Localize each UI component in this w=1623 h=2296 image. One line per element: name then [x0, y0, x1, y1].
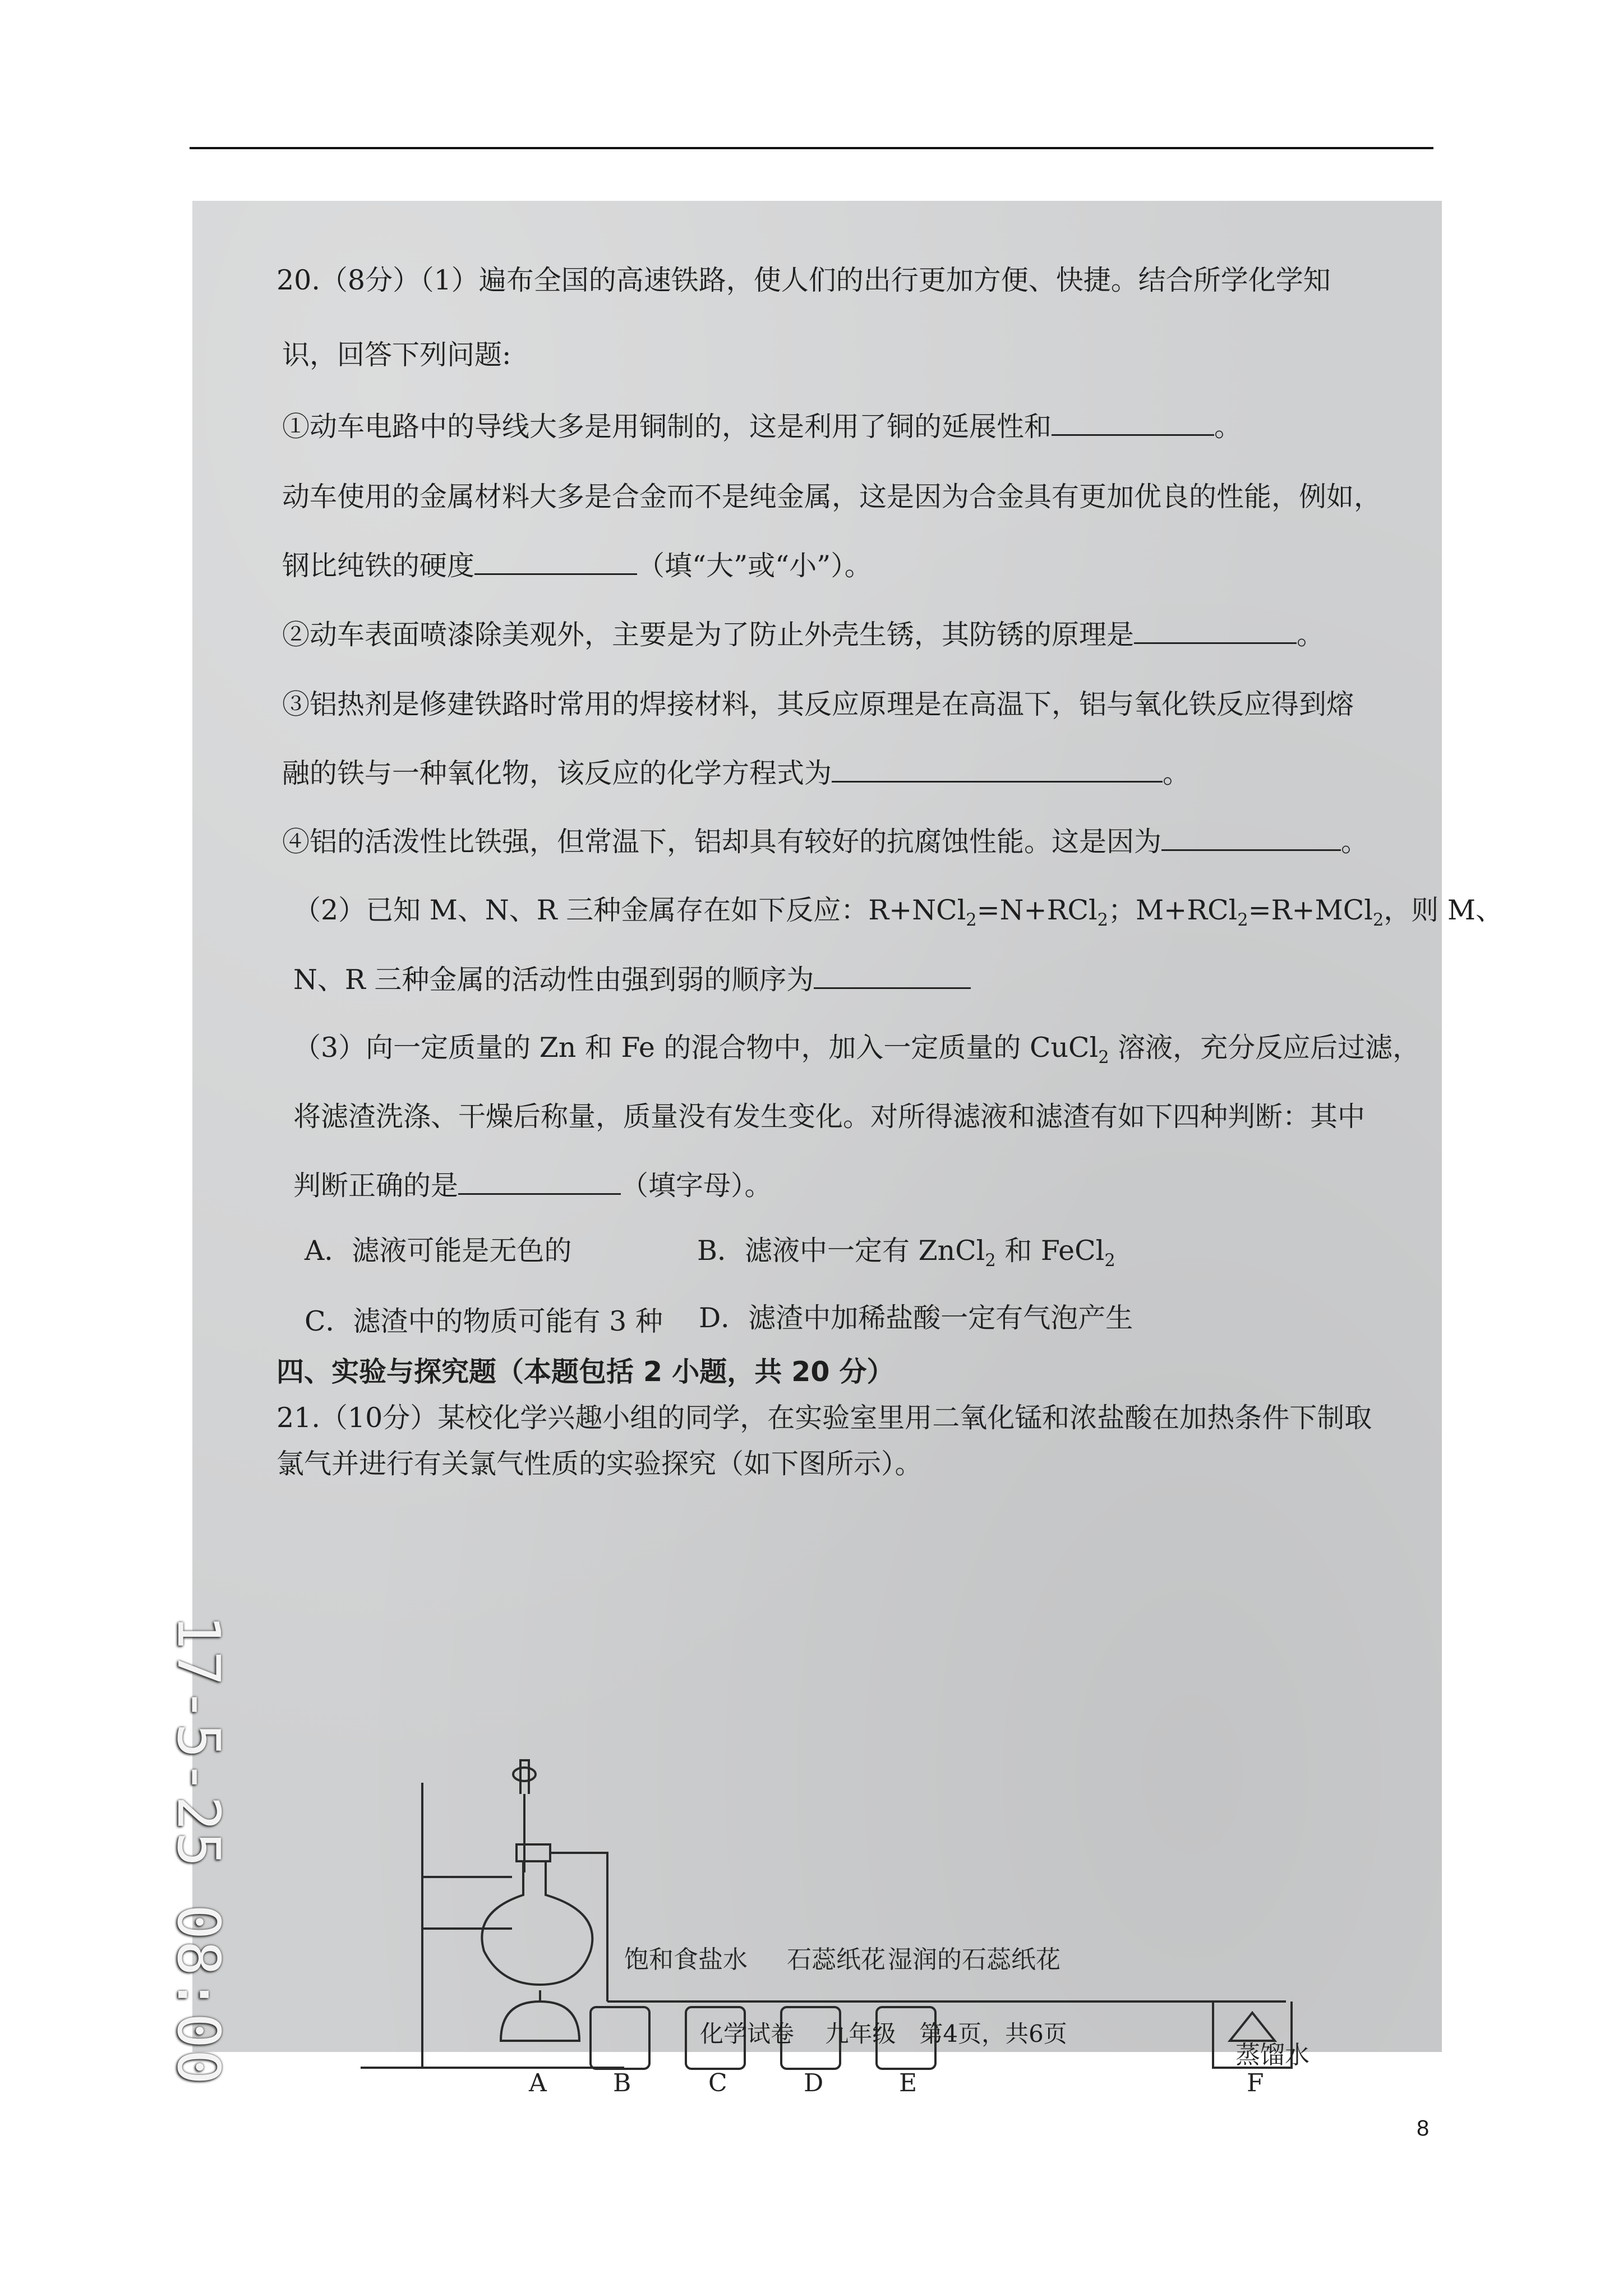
- bottle-b: [591, 2007, 649, 2069]
- funnel-top: [520, 1760, 529, 1794]
- label-water: 蒸馏水: [1235, 2041, 1310, 2069]
- q20-part4-aluminium: ④铝的活泼性比铁强，但常温下，铝却具有较好的抗腐蚀性能。这是因为 。: [282, 826, 1369, 858]
- label-brine: 饱和食盐水: [624, 1945, 748, 1974]
- letter-f: F: [1247, 2069, 1264, 2097]
- letter-e: E: [899, 2069, 917, 2097]
- q20-sub3-line1: （3）向一定质量的 Zn 和 Fe 的混合物中，加入一定质量的 CuCl$_2$ 溶液，充分反应后过滤，: [293, 1032, 1421, 1068]
- inverted-funnel: [1230, 2013, 1275, 2041]
- exam-footer: 化学试卷 九年级 第4页，共6页: [700, 2020, 1067, 2047]
- q20-sub2-reactions: （2）已知 M、N、R 三种金属存在如下反应：R+NCl$_2$=N+RCl$_2$；M+RCl$_2$=R+MCl$_2$，则 M、: [293, 894, 1504, 930]
- q20-sub3-line2: 将滤渣洗涤、干燥后称量，质量没有发生变化。对所得滤液和滤渣有如下四种判断：其中: [293, 1101, 1366, 1133]
- q20-sub3-line3: 判断正确的是 （填字母）。: [293, 1170, 772, 1202]
- q20-line2: 识，回答下列问题:: [282, 339, 511, 371]
- answer-blank[interactable]: [458, 1168, 621, 1195]
- scanned-exam-photo: [164, 201, 1504, 2097]
- letter-a: A: [529, 2069, 547, 2097]
- option-d: D．滤渣中加稀盐酸一定有气泡产生: [699, 1302, 1133, 1334]
- answer-blank[interactable]: [1161, 825, 1341, 851]
- delivery-tube: [550, 1853, 607, 2001]
- letter-d: D: [804, 2069, 824, 2097]
- flask-stopper: [517, 1844, 550, 1861]
- letter-b: B: [613, 2069, 631, 2097]
- q21-line2: 氯气并进行有关氯气性质的实验探究（如下图所示）。: [276, 1448, 923, 1480]
- q20-alloy-line: 动车使用的金属材料大多是合金而不是纯金属，这是因为合金具有更加优良的性能，例如，: [282, 481, 1382, 513]
- q20-part3-thermite: ③铝热剂是修建铁路时常用的焊接材料，其反应原理是在高温下，铝与氧化铁反应得到熔: [282, 688, 1354, 720]
- camera-timestamp: 17-5-25 08:00: [164, 1614, 233, 2086]
- option-b: B．滤液中一定有 ZnCl$_2$ 和 FeCl$_2$: [697, 1235, 1115, 1271]
- funnel-bulb: [513, 1768, 536, 1781]
- answer-blank[interactable]: [1052, 409, 1214, 436]
- q20-header: 20.（8分）（1）遍布全国的高速铁路，使人们的出行更加方便、快捷。结合所学化学知: [276, 264, 1331, 296]
- option-c: C．滤渣中的物质可能有 3 种: [305, 1305, 663, 1337]
- q20-part1-copper: ①动车电路中的导线大多是用铜制的，这是利用了铜的延展性和 。: [282, 411, 1242, 443]
- option-a: A．滤液可能是无色的: [305, 1235, 572, 1267]
- answer-blank[interactable]: [814, 963, 971, 989]
- section4-title: 四、实验与探究题（本题包括 2 小题，共 20 分）: [276, 1356, 895, 1388]
- top-rule: [190, 147, 1433, 149]
- label-wet-litmus: 湿润的石蕊纸花: [888, 1945, 1061, 1974]
- q21-line1: 21.（10分）某校化学兴趣小组的同学，在实验室里用二氧化锰和浓盐酸在加热条件下制取: [276, 1402, 1372, 1434]
- round-flask: [482, 1861, 592, 1985]
- label-litmus: 石蕊纸花: [787, 1945, 886, 1974]
- page-number: 8: [1417, 2116, 1430, 2141]
- q20-sub2-order: N、R 三种金属的活动性由强到弱的顺序为: [293, 963, 971, 997]
- answer-blank[interactable]: [832, 756, 1163, 783]
- q20-equation-line: 融的铁与一种氧化物，该反应的化学方程式为 。: [282, 757, 1191, 789]
- letter-c: C: [708, 2069, 727, 2097]
- q20-hardness-line: 钢比纯铁的硬度 （填“大”或“小”）。: [282, 550, 872, 582]
- answer-blank[interactable]: [1134, 618, 1297, 644]
- q20-part2-paint: ②动车表面喷漆除美观外，主要是为了防止外壳生锈，其防锈的原理是 。: [282, 619, 1325, 651]
- answer-blank[interactable]: [474, 549, 637, 575]
- alcohol-lamp: [501, 2001, 579, 2041]
